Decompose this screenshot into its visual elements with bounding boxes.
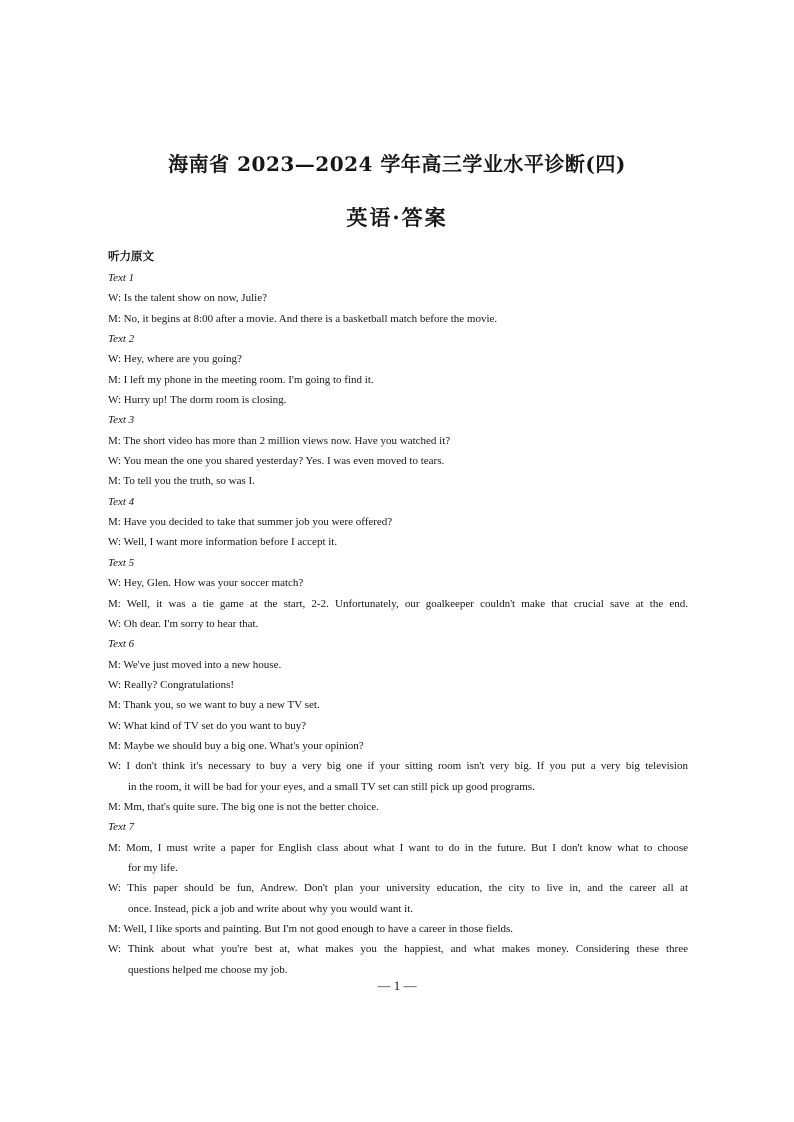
dialogue-continuation: questions helped me choose my job. xyxy=(128,963,288,976)
text-section-label: Text 1 xyxy=(108,272,135,284)
dialogue-line: M: Well, it was a tie game at the start, 2-2. Unfortunately, our goalkeeper couldn't make that crucial save at the end. xyxy=(108,597,688,610)
dialogue-line: W: Oh dear. I'm sorry to hear that. xyxy=(108,617,259,630)
dialogue-line: M: Mom, I must write a paper for English class about what I want to do in the future. But I don't know what to choose xyxy=(108,841,688,854)
dialogue-line: W: This paper should be fun, Andrew. Don't plan your university education, the city to live in, and the career all at xyxy=(108,882,688,895)
dialogue-line: W: Is the talent show on now, Julie? xyxy=(108,292,267,305)
document-subtitle: 英语·答案 xyxy=(346,205,448,230)
dialogue-line: M: Mm, that's quite sure. The big one is not the better choice. xyxy=(108,800,379,813)
dialogue-continuation: for my life. xyxy=(128,861,178,874)
page-number: — 1 — xyxy=(377,978,417,993)
dialogue-line: W: Think about what you're best at, what makes you the happiest, and what makes money. Considering these three xyxy=(108,943,688,956)
dialogue-line: M: Have you decided to take that summer job you were offered? xyxy=(108,516,393,529)
document-title: 海南省 2023—2024 学年高三学业水平诊断(四) xyxy=(168,152,626,176)
dialogue-line: W: What kind of TV set do you want to buy? xyxy=(108,719,307,732)
text-section-label: Text 3 xyxy=(108,414,135,427)
transcript-body xyxy=(108,268,688,980)
dialogue-line: M: Well, I like sports and painting. But I'm not good enough to have a career in those fields. xyxy=(108,923,514,935)
dialogue-line: W: I don't think it's necessary to buy a very big one if your sitting room isn't very big. If you put a very big television xyxy=(108,760,688,773)
text-section-label: Text 5 xyxy=(108,556,135,569)
dialogue-continuation: in the room, it will be bad for your eyes, and a small TV set can still pick up good programs. xyxy=(128,780,535,793)
dialogue-line: W: Hey, where are you going? xyxy=(108,353,242,366)
dialogue-line: M: Thank you, so we want to buy a new TV set. xyxy=(108,699,320,712)
text-section-label: Text 6 xyxy=(108,638,135,651)
dialogue-line: M: Maybe we should buy a big one. What's your opinion? xyxy=(108,739,364,752)
text-section-label: Text 2 xyxy=(108,333,135,346)
dialogue-line: M: The short video has more than 2 million views now. Have you watched it? xyxy=(108,434,451,447)
text-section-label: Text 7 xyxy=(108,821,135,834)
dialogue-line: W: Hurry up! The dorm room is closing. xyxy=(108,394,287,407)
section-heading: 听力原文 xyxy=(108,249,154,263)
dialogue-line: W: Hey, Glen. How was your soccer match? xyxy=(108,577,304,590)
dialogue-line: W: Well, I want more information before I accept it. xyxy=(108,536,338,549)
dialogue-line: M: I left my phone in the meeting room. I'm going to find it. xyxy=(108,373,374,386)
dialogue-continuation: once. Instead, pick a job and write about why you would want it. xyxy=(128,902,414,915)
dialogue-line: W: Really? Congratulations! xyxy=(108,678,235,691)
dialogue-line: M: We've just moved into a new house. xyxy=(108,658,282,671)
dialogue-line: W: You mean the one you shared yesterday? Yes. I was even moved to tears. xyxy=(108,455,445,468)
dialogue-line: M: To tell you the truth, so was I. xyxy=(108,475,255,488)
dialogue-line: M: No, it begins at 8:00 after a movie. And there is a basketball match before the movie. xyxy=(108,312,498,325)
text-section-label: Text 4 xyxy=(108,495,135,508)
